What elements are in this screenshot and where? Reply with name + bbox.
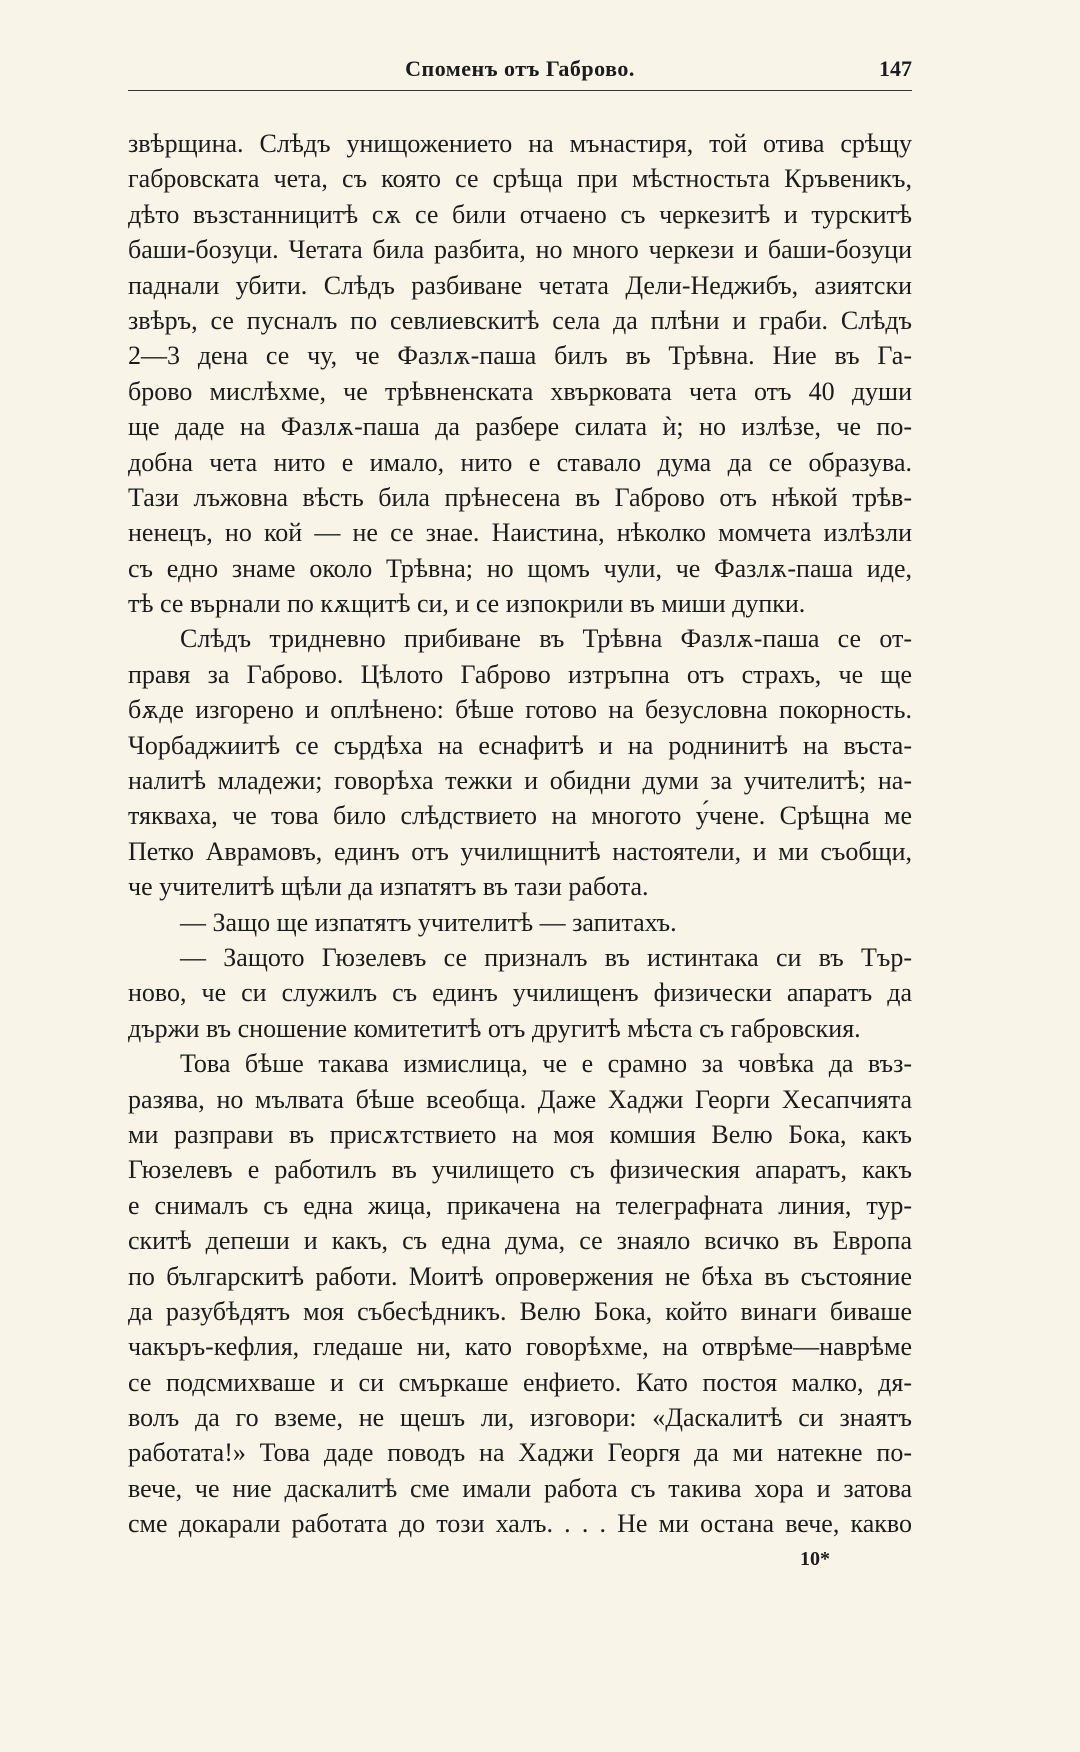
text-line: налитѣ младежи; говорѣха тежки и обидни думи за учителитѣ; на- <box>128 766 912 796</box>
text-line: волъ да го вземе, не щешъ ли, изговори: «Даскалитѣ си знаятъ <box>128 1403 912 1433</box>
text-line: добна чета нито е имало, нито е ставало дума да се образува. <box>128 447 912 477</box>
text-line: е снималъ съ една жица, прикачена на телеграфната линия, тур- <box>128 1190 912 1220</box>
text-line: Това бѣше такава измислица, че е срамно за човѣка да въз- <box>180 1049 912 1079</box>
text-line: брово мислѣхме, че трѣвненската хвърковата чета отъ 40 души <box>128 376 912 406</box>
text-line: звѣръ, се пусналъ по севлиевскитѣ села да плѣни и граби. Слѣдъ <box>128 305 912 335</box>
text-line: тякваха, че това било слѣдствието на многото у́чене. Срѣщна ме <box>128 801 912 831</box>
text-line: паднали убити. Слѣдъ разбиване четата Дели-Неджибъ, азиятски <box>128 270 912 300</box>
text-line: звѣрщина. Слѣдъ унищожението на мънастиря, той отива срѣщу <box>128 129 912 158</box>
text-line: вече, че ние даскалитѣ сме имали работа съ такива хора и затова <box>128 1473 912 1503</box>
signature-mark: 10* <box>800 1548 830 1570</box>
page-number: 147 <box>879 56 912 81</box>
text-line: бѫде изгорено и оплѣнено: бѣше готово на безусловна покорность. <box>128 695 912 725</box>
page-header <box>128 52 912 86</box>
text-line: — Защо ще изпатятъ учителитѣ — запитахъ. <box>180 907 677 937</box>
text-line: — Защото Гюзелевъ се призналъ въ истинтака си въ Тър- <box>180 942 912 972</box>
text-line: Слѣдъ тридневно прибиване въ Трѣвна Фазлѫ-паша се от- <box>180 624 912 654</box>
text-line: съ едно знаме около Трѣвна; но щомъ чули, че Фазлѫ-паша иде, <box>128 553 912 583</box>
text-line: скитѣ депеши и какъ, съ една дума, се знаяло всичко въ Европа <box>128 1226 912 1256</box>
header-rule <box>128 90 912 91</box>
text-line: баши-бозуци. Четата била разбита, но много черкези и баши-бозуци <box>128 235 912 265</box>
text-line: се подсмихваше и си смъркаше енфието. Като постоя малко, дя- <box>128 1367 912 1397</box>
text-line: държи въ сношение комитетитѣ отъ другитѣ мѣста съ габровския. <box>128 1013 861 1043</box>
text-line: ми разправи въ присѫтствието на моя комшия Велю Бока, какъ <box>128 1119 912 1149</box>
text-line: по българскитѣ работи. Моитѣ опровержения не бѣха въ състояние <box>128 1261 912 1291</box>
text-line: че учителитѣ щѣли да изпатятъ въ тази работа. <box>128 872 649 902</box>
text-line: сме докарали работата до този халъ. . . . Не ми остана вече, какво <box>128 1509 912 1539</box>
text-line: Петко Аврамовъ, единъ отъ училищнитѣ настоятели, и ми съобщи, <box>128 836 912 866</box>
text-line: Тази лъжовна вѣсть била прѣнесена въ Габрово отъ нѣкой трѣв- <box>128 482 912 512</box>
text-line: габровската чета, съ която се срѣща при мѣстностьта Кръвеникъ, <box>128 164 912 194</box>
text-line: работата!» Това даде поводъ на Хаджи Георгя да ми натекне по- <box>128 1438 912 1468</box>
body-text <box>128 126 912 1542</box>
text-line: ще даде на Фазлѫ-паша да разбере силата ѝ; но излѣзе, че по- <box>128 412 912 442</box>
text-line: тѣ се върнали по кѫщитѣ си, и се изпокрили въ миши дупки. <box>128 589 806 619</box>
text-line: чакъръ-кефлия, гледаше ни, като говорѣхме, на отврѣме—наврѣме <box>128 1332 912 1362</box>
text-line: разява, но мълвата бѣше всеобща. Даже Хаджи Георги Хесапчията <box>128 1084 912 1114</box>
text-line: ново, че си служилъ съ единъ училищенъ физически апаратъ да <box>128 978 912 1008</box>
text-line: да разубѣдятъ моя събесѣдникъ. Велю Бока, който винаги биваше <box>128 1296 912 1326</box>
text-line: Чорбаджиитѣ се сърдѣха на еснафитѣ и на роднинитѣ на въста- <box>128 730 912 760</box>
running-head: Споменъ отъ Габрово. <box>405 56 635 81</box>
text-line: ненецъ, но кой — не се знае. Наистина, нѣколко момчета излѣзли <box>128 518 912 548</box>
text-line: правя за Габрово. Цѣлото Габрово изтръпна отъ страхъ, че ще <box>128 659 912 689</box>
text-line: 2—3 дена се чу, че Фазлѫ-паша билъ въ Трѣвна. Ние въ Га- <box>128 341 912 371</box>
text-line: Гюзелевъ е работилъ въ училището съ физическия апаратъ, какъ <box>128 1155 912 1185</box>
text-line: дѣто възстанницитѣ сѫ се били отчаено съ черкезитѣ и турскитѣ <box>128 199 912 229</box>
